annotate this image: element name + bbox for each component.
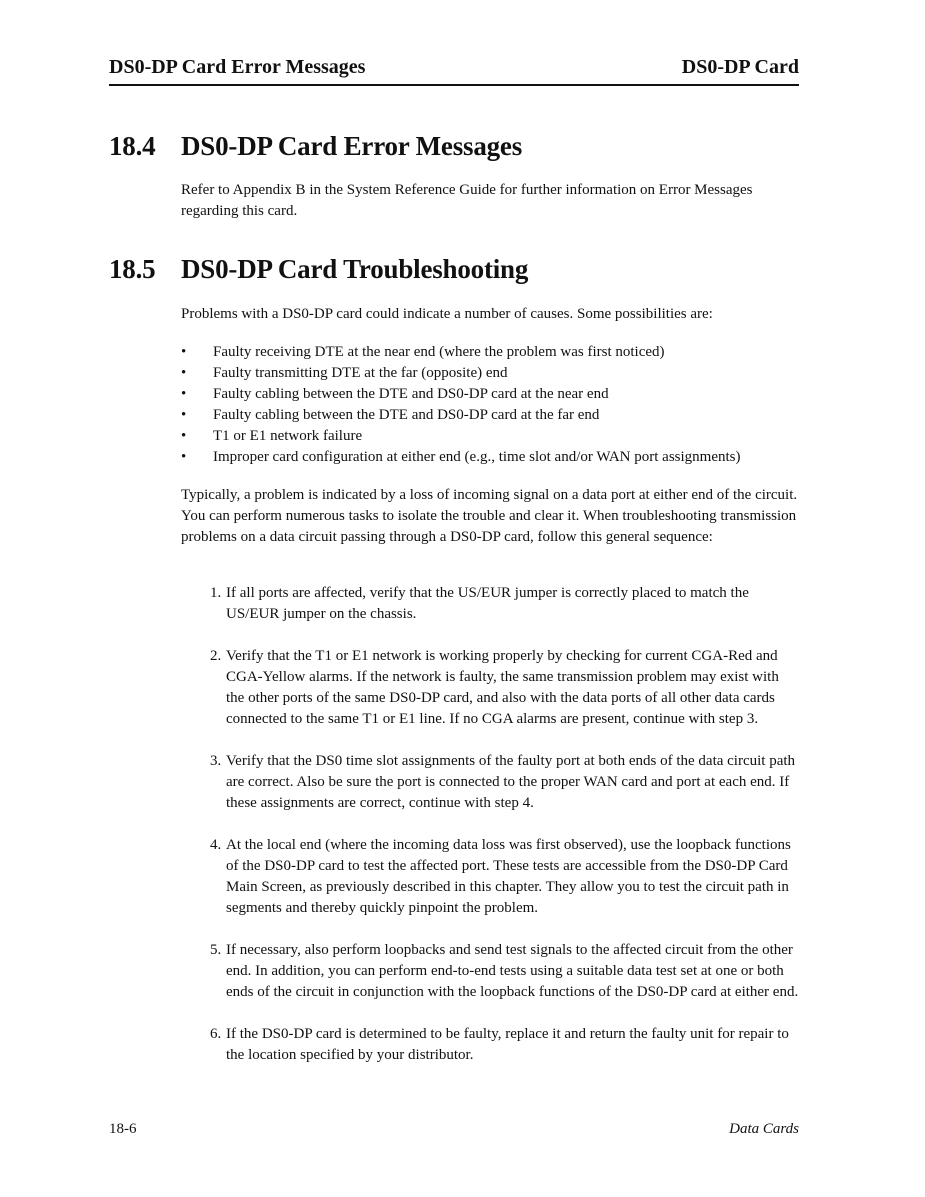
causes-list — [181, 342, 811, 468]
step-number: 4. — [210, 837, 222, 853]
step-item — [210, 835, 800, 919]
bullet-icon: • — [181, 344, 187, 360]
step-number: 2. — [210, 648, 222, 664]
step-number: 6. — [210, 1026, 222, 1042]
troubleshooting-intro: Problems with a DS0-DP card could indicate a number of causes. Some possibilities are: — [181, 306, 713, 322]
step-number: 5. — [210, 942, 222, 958]
section-18-4-heading — [109, 131, 522, 162]
bullet-icon: • — [181, 386, 187, 402]
section-18-5-heading — [109, 254, 528, 285]
header-chapter-title: DS0-DP Card — [681, 56, 799, 78]
step-text: If all ports are affected, verify that the US/EUR jumper is correctly placed to match the US/EUR jumper on the chassis. — [226, 585, 749, 622]
step-item — [210, 940, 800, 1003]
step-number: 3. — [210, 753, 222, 769]
list-item: • Improper card configuration at either end (e.g., time slot and/or WAN port assignments) — [181, 447, 811, 468]
bullet-icon: • — [181, 407, 187, 423]
step-text: Verify that the T1 or E1 network is working properly by checking for current CGA-Red and CGA-Yellow alarms. If the network is faulty, the same transmission problem may exist with the other ports of the same DS0-DP card, and also with the data ports of all other data cards connected to the same T1 or E1 line. If no CGA alarms are present, continue with step 3. — [226, 648, 779, 727]
sequence-paragraph: Typically, a problem is indicated by a loss of incoming signal on a data port at either end of the circuit. You can perform numerous tasks to isolate the trouble and clear it. When troubleshooting transmission problems on a data circuit passing through a DS0-DP card, follow this general sequence: — [181, 487, 798, 545]
list-item: • T1 or E1 network failure — [181, 426, 811, 447]
step-text: If the DS0-DP card is determined to be faulty, replace it and return the faulty unit for repair to the location specified by your distributor. — [226, 1026, 789, 1063]
step-text: If necessary, also perform loopbacks and send test signals to the affected circuit from the other end. In addition, you can perform end-to-end tests using a suitable data test set at one or both ends of the circuit in conjunction with the loopback functions of the DS0-DP card at either end. — [226, 942, 799, 1000]
bullet-icon: • — [181, 428, 187, 444]
footer-chapter: Data Cards — [729, 1121, 799, 1137]
header-section-title: DS0-DP Card Error Messages — [109, 56, 366, 78]
step-number: 1. — [210, 585, 222, 601]
list-item: • Faulty receiving DTE at the near end (where the problem was first noticed) — [181, 342, 811, 363]
troubleshooting-steps — [210, 583, 800, 1087]
section-number: 18.5 — [109, 254, 156, 284]
step-item — [210, 646, 800, 730]
page-header — [109, 56, 799, 86]
section-title: DS0-DP Card Error Messages — [181, 131, 523, 161]
error-messages-paragraph: Refer to Appendix B in the System Reference Guide for further information on Error Messages regarding this card. — [181, 182, 753, 219]
step-item — [210, 583, 800, 625]
step-text: Verify that the DS0 time slot assignments of the faulty port at both ends of the data circuit path are correct. Also be sure the port is connected to the proper WAN card and port at each end. If these assignments are correct, continue with step 4. — [226, 753, 796, 811]
page-number: 18-6 — [109, 1121, 137, 1137]
step-item — [210, 751, 800, 814]
step-text: At the local end (where the incoming data loss was first observed), use the loopback functions of the DS0-DP card to test the affected port. These tests are accessible from the DS0-DP Card Main Screen, as previously described in this chapter. They allow you to test the circuit path in segments and thereby quickly pinpoint the problem. — [226, 837, 791, 916]
step-item — [210, 1024, 800, 1066]
list-item: • Faulty cabling between the DTE and DS0-DP card at the near end — [181, 384, 811, 405]
section-number: 18.4 — [109, 131, 156, 161]
list-item: • Faulty cabling between the DTE and DS0-DP card at the far end — [181, 405, 811, 426]
bullet-icon: • — [181, 365, 187, 381]
bullet-icon: • — [181, 449, 187, 465]
section-title: DS0-DP Card Troubleshooting — [181, 254, 529, 284]
list-item: • Faulty transmitting DTE at the far (opposite) end — [181, 363, 811, 384]
